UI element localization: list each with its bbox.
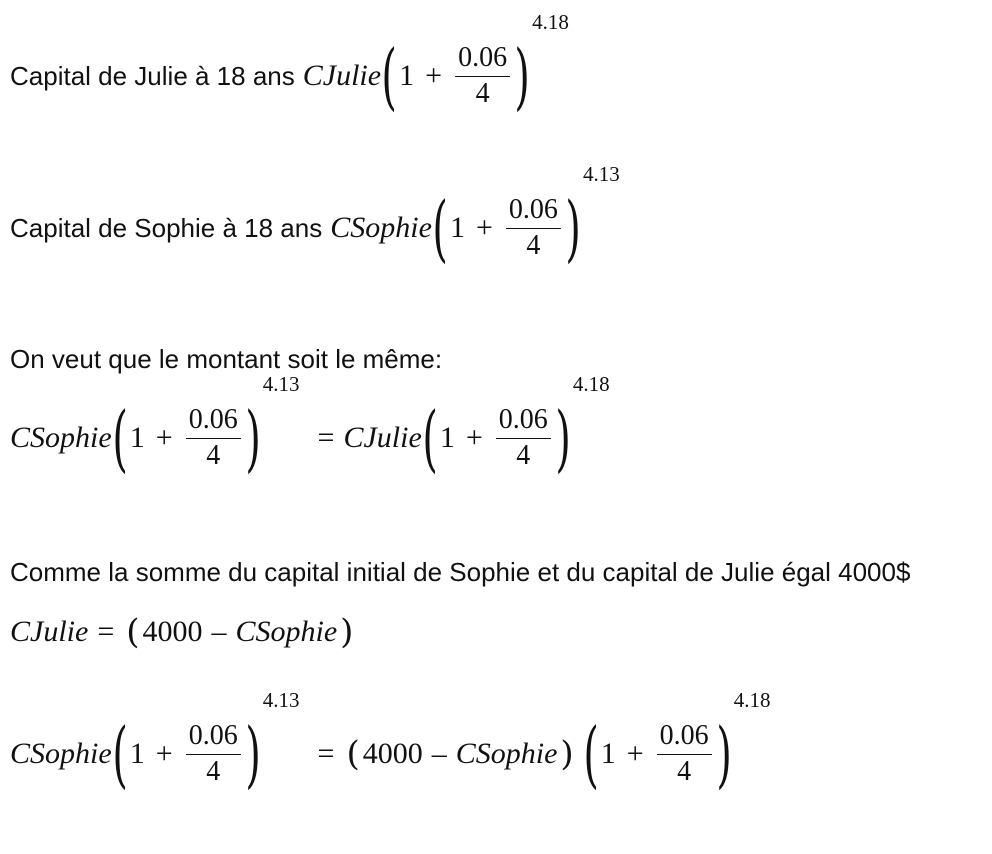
one: 1 xyxy=(129,737,145,770)
formula-julie xyxy=(302,10,569,118)
growth-factor xyxy=(422,372,610,480)
text-somme-4000: Comme la somme du capital initial de Sophie et du capital de Julie égal 4000$ xyxy=(10,557,911,587)
denominator: 4 xyxy=(206,755,221,787)
right-paren: ) xyxy=(245,712,261,796)
left-paren: ( xyxy=(582,712,599,796)
denominator: 4 xyxy=(677,755,692,787)
denominator: 4 xyxy=(516,439,531,471)
fraction-bar xyxy=(186,438,241,439)
num-4000: 4000 xyxy=(142,615,203,648)
line-capital-sophie xyxy=(10,162,620,270)
right-paren: ) xyxy=(340,612,354,652)
plus: + xyxy=(626,737,644,770)
formula-sophie xyxy=(330,162,620,270)
one: 1 xyxy=(600,737,616,770)
equation-equal-amounts xyxy=(10,372,610,480)
right-paren: ) xyxy=(565,186,581,270)
left-paren: ( xyxy=(346,734,360,774)
fraction xyxy=(455,43,510,110)
growth-factor xyxy=(111,372,300,480)
numerator: 0.06 xyxy=(458,41,508,73)
var-csophie: CSophie xyxy=(10,737,112,770)
left-paren: ( xyxy=(111,712,128,796)
right-paren: ) xyxy=(245,396,261,480)
left-paren: ( xyxy=(381,34,397,118)
equals: = xyxy=(317,737,335,770)
equals: = xyxy=(317,421,335,454)
fraction xyxy=(186,405,241,472)
equation-substituted xyxy=(10,688,771,796)
exponent: 4.18 xyxy=(532,10,569,34)
var-cjulie: CJulie xyxy=(302,59,382,92)
numerator: 0.06 xyxy=(188,719,238,751)
exponent: 4.13 xyxy=(583,162,620,186)
left-paren: ( xyxy=(126,612,140,652)
plus: + xyxy=(155,421,173,454)
fraction-bar xyxy=(506,228,561,229)
exponent: 4.18 xyxy=(733,688,771,712)
plus: + xyxy=(465,421,483,454)
exponent: 4.13 xyxy=(262,688,300,712)
numerator: 0.06 xyxy=(659,719,709,751)
plus: + xyxy=(155,737,173,770)
minus: – xyxy=(211,615,227,648)
plus: + xyxy=(476,211,493,244)
numerator: 0.06 xyxy=(188,403,238,435)
left-paren: ( xyxy=(422,396,438,480)
minus: – xyxy=(431,737,447,770)
left-paren: ( xyxy=(432,186,448,270)
fraction xyxy=(657,721,712,788)
equation xyxy=(10,372,610,480)
var-csophie: CSophie xyxy=(455,737,558,770)
growth-factor xyxy=(111,688,300,796)
one: 1 xyxy=(129,421,145,454)
one: 1 xyxy=(399,59,415,92)
fraction-bar xyxy=(496,438,551,439)
growth-factor xyxy=(432,162,620,270)
equation xyxy=(10,688,771,796)
equals: = xyxy=(97,615,115,648)
growth-factor xyxy=(381,10,569,118)
var-cjulie: CJulie xyxy=(10,615,89,648)
numerator: 0.06 xyxy=(498,403,548,435)
num-4000: 4000 xyxy=(362,737,423,770)
denominator: 4 xyxy=(475,77,490,109)
text-montant-meme: On veut que le montant soit le même: xyxy=(10,344,443,374)
var-csophie: CSophie xyxy=(10,421,112,454)
label-capital-sophie: Capital de Sophie à 18 ans xyxy=(10,212,323,243)
exponent: 4.18 xyxy=(572,372,610,396)
fraction-bar xyxy=(657,754,712,755)
label-capital-julie: Capital de Julie à 18 ans xyxy=(10,60,295,91)
denominator: 4 xyxy=(206,439,221,471)
left-paren: ( xyxy=(111,396,128,480)
one: 1 xyxy=(439,421,455,454)
numerator: 0.06 xyxy=(508,193,558,225)
fraction xyxy=(186,721,241,788)
line-capital-julie xyxy=(10,10,569,118)
denominator: 4 xyxy=(526,229,541,261)
plus: + xyxy=(425,59,443,92)
fraction xyxy=(506,195,561,262)
var-csophie: CSophie xyxy=(235,615,338,648)
right-paren: ) xyxy=(514,34,530,118)
var-cjulie: CJulie xyxy=(343,421,422,454)
fraction xyxy=(496,405,551,472)
growth-factor xyxy=(582,688,771,796)
one: 1 xyxy=(450,211,465,244)
var-csophie: CSophie xyxy=(330,211,432,244)
equation xyxy=(10,612,356,652)
fraction-bar xyxy=(455,76,510,77)
right-paren: ) xyxy=(560,734,574,774)
right-paren: ) xyxy=(715,712,732,796)
equation-cjulie-def xyxy=(10,612,356,652)
right-paren: ) xyxy=(555,396,571,480)
exponent: 4.13 xyxy=(262,372,300,396)
fraction-bar xyxy=(186,754,241,755)
